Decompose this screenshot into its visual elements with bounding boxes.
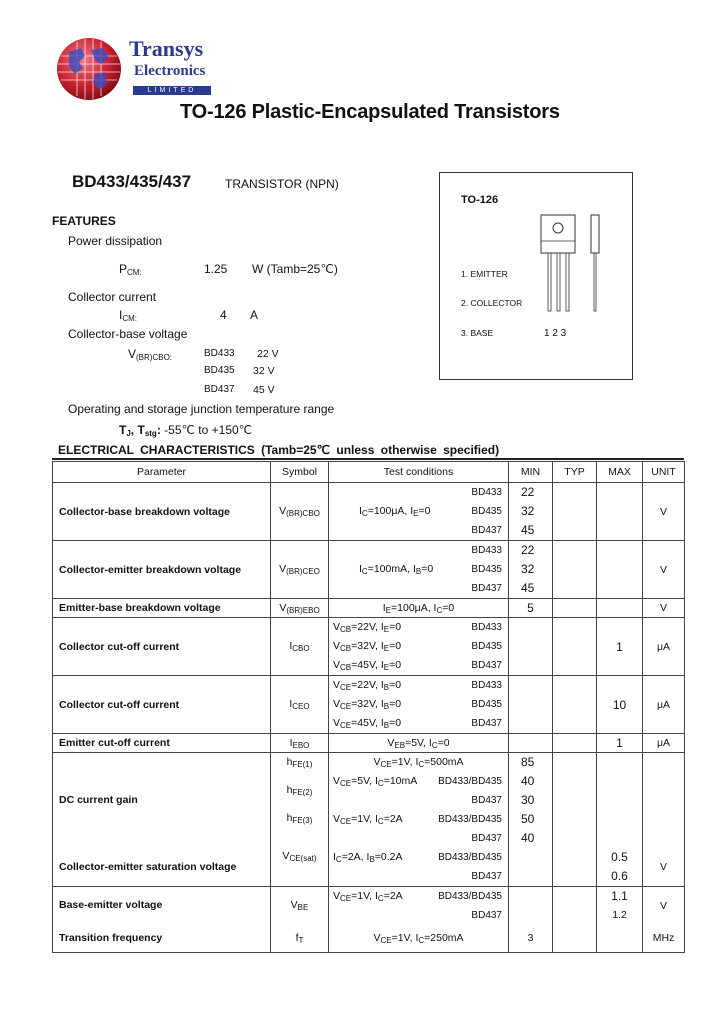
c2s: B (383, 683, 390, 692)
col-typ: TYP (553, 462, 597, 483)
sym-icbo (271, 618, 329, 676)
part-label: BD433/BD435 (438, 852, 502, 863)
part-label: BD433 (471, 622, 502, 633)
c2s: E (383, 644, 390, 653)
unit-iceo: μA (643, 676, 685, 734)
collector-base-voltage-label: Collector-base voltage (68, 327, 188, 341)
c1: I (359, 563, 362, 575)
c1: V (333, 659, 341, 671)
cond-iceo (329, 676, 509, 734)
c2: =5V, I (405, 736, 432, 749)
part-type: TRANSISTOR (NPN) (225, 177, 339, 191)
c2s: E (383, 663, 390, 672)
table-header-row (53, 462, 685, 483)
part-label: BD437 (471, 583, 502, 594)
c2: =5V, I (351, 775, 378, 787)
unit-vbe: V (659, 900, 667, 912)
globe-icon (55, 36, 125, 102)
unit-group-hfe (643, 753, 685, 887)
c1: V (333, 717, 341, 729)
table-row (53, 483, 685, 541)
part-label: BD433/BD435 (438, 891, 502, 902)
sym-iebo (271, 734, 329, 753)
unit-cbbv: V (643, 483, 685, 541)
typ-cbbv (553, 483, 597, 541)
sym-sub: (BR)EBO (286, 605, 320, 615)
min-val: 22 (521, 543, 535, 557)
tstg-sub: stg (144, 429, 157, 438)
min-val: 50 (521, 812, 535, 826)
sym-main: f (295, 932, 299, 944)
vcbo-val-2: 32 V (253, 365, 275, 377)
pin-base: 3. BASE (461, 328, 494, 338)
unit-ft: MHz (652, 932, 675, 944)
typ-cebv (553, 541, 597, 599)
sym-ebbv (271, 599, 329, 618)
sym-sub: (BR)CEO (286, 567, 320, 576)
part-label: BD437 (471, 525, 502, 536)
sym-main: I (289, 698, 293, 710)
c2s: B (383, 721, 390, 730)
cond-text (333, 676, 401, 697)
param-cebv: Collector-emitter breakdown voltage (53, 541, 271, 599)
c2: =100μA, I (391, 601, 437, 614)
icm-value: 4 (220, 308, 227, 322)
max-icbo: 1 (597, 618, 643, 676)
col-max: MAX (597, 462, 643, 483)
cond-ft (329, 929, 508, 948)
c2s: B (383, 702, 390, 711)
min-iebo (509, 734, 553, 753)
sym-cbbv (271, 483, 329, 541)
min-ebbv: 5 (509, 599, 553, 618)
part-label: BD433/BD435 (438, 814, 502, 825)
vcbo-symbol (128, 347, 172, 362)
cond-text (333, 848, 403, 869)
page-title: TO-126 Plastic-Encapsulated Transistors (180, 101, 560, 123)
c1s: C (361, 567, 368, 576)
c1: I (333, 851, 336, 863)
unit-ebbv: V (643, 599, 685, 618)
param-vcesat: Collector-emitter saturation voltage (59, 861, 237, 873)
sym-hfe1 (271, 753, 328, 772)
param-ft: Transition frequency (59, 932, 163, 944)
pcm-sym: P (119, 262, 128, 276)
min-val: 40 (521, 774, 535, 788)
col-parameter: Parameter (53, 462, 271, 483)
typ-iceo (553, 676, 597, 734)
max-iceo: 10 (597, 676, 643, 734)
c3: =0 (437, 736, 450, 749)
table-row (53, 618, 685, 676)
cond-text (359, 502, 431, 523)
company-logo (55, 36, 125, 102)
sym-main: h (286, 784, 293, 796)
c2s: B (415, 567, 422, 576)
table-row (53, 887, 685, 953)
pcm-sub: CM: (127, 268, 142, 277)
c1: V (333, 890, 341, 902)
unit-group-vbe (643, 887, 685, 953)
param-vbe: Base-emitter voltage (59, 899, 163, 911)
c1: V (333, 679, 341, 691)
c2: =32V, I (351, 640, 384, 652)
cond-ebbv (329, 599, 509, 618)
c1s: CE (340, 721, 352, 730)
typ-icbo (553, 618, 597, 676)
min-val: 45 (521, 581, 535, 595)
sym-vbe (271, 896, 328, 915)
c3: =0.2A (374, 851, 403, 863)
c3: =0 (421, 563, 434, 575)
max-ebbv (597, 599, 643, 618)
sym-main: I (289, 640, 293, 652)
sym-main: V (279, 601, 287, 614)
col-test-conditions: Test conditions (329, 462, 509, 483)
pcm-unit: W (Tamb=25℃) (252, 262, 338, 276)
max-cbbv (597, 483, 643, 541)
pcm-value: 1.25 (204, 262, 228, 276)
max-val: 0.5 (611, 850, 628, 864)
vcbo-part-1: BD433 (204, 348, 235, 359)
temperature-label: Operating and storage junction temperature range (68, 402, 335, 416)
vcbo-part-2: BD435 (204, 365, 235, 376)
electrical-characteristics-table (52, 461, 685, 953)
sym-sub: FE(2) (292, 788, 313, 797)
min-val: 30 (521, 793, 535, 807)
param-icbo: Collector cut-off current (53, 618, 271, 676)
part-label: BD435 (471, 506, 502, 517)
param-cbbv: Collector-base breakdown voltage (53, 483, 271, 541)
c2: =22V, I (351, 621, 384, 633)
min-cebv (509, 541, 553, 599)
sym-sub: T (298, 936, 304, 945)
icm-symbol (119, 308, 137, 323)
c2s: C (431, 740, 438, 750)
cond-iebo (329, 734, 509, 753)
cond-text (333, 618, 401, 639)
c2s: C (418, 936, 425, 945)
part-label: BD435 (471, 564, 502, 575)
c1s: EB (394, 740, 406, 750)
c2: =45V, I (351, 659, 384, 671)
vcbo-sub: (BR)CBO: (136, 353, 173, 362)
unit-iebo: μA (643, 734, 685, 753)
min-cbbv (509, 483, 553, 541)
logo-limited-bar: LIMITED (133, 86, 211, 95)
icm-unit: A (250, 308, 259, 322)
cond-group-vbe (329, 887, 509, 953)
c1: V (333, 640, 341, 652)
c2: =1V, I (391, 756, 419, 768)
table-row (53, 599, 685, 618)
c3: =2A (383, 813, 403, 825)
c1s: CB (340, 663, 352, 672)
c1: V (387, 736, 395, 749)
temperature-range: $T_J$, $T_{stg}$: -55℃ to +150℃ (119, 423, 253, 438)
min-val: 32 (521, 504, 535, 518)
c2s: E (383, 625, 390, 634)
cond-text (333, 772, 417, 793)
cond-text (333, 810, 403, 831)
pcm-symbol (119, 262, 142, 277)
cond-text (333, 656, 401, 677)
c3: =10mA (383, 775, 418, 787)
c3: =0 (389, 717, 402, 729)
c2: =2A, I (341, 851, 370, 863)
c2s: C (377, 894, 384, 903)
table-row (53, 541, 685, 599)
min-icbo (509, 618, 553, 676)
max-group-vbe (597, 887, 643, 953)
sym-cebv (271, 541, 329, 599)
c2: =1V, I (351, 890, 378, 902)
part-label: BD433/BD435 (438, 776, 502, 787)
ec-heading: ELECTRICAL CHARACTERISTICS (Tamb=25℃ unless otherwise specified) (58, 443, 500, 457)
c1: V (333, 813, 341, 825)
c3: =0 (389, 621, 402, 633)
sym-sub: (BR)CBO (286, 509, 320, 518)
cond-text (333, 695, 401, 716)
param-group-hfe (53, 753, 271, 887)
min-iceo (509, 676, 553, 734)
vcbo-val-1: 22 V (257, 348, 279, 360)
c1s: CE (340, 779, 352, 788)
c2s: C (418, 760, 425, 769)
package-name: TO-126 (461, 194, 499, 206)
max-val: 0.6 (611, 869, 628, 883)
c2: =1V, I (351, 813, 378, 825)
cond-cebv (329, 541, 509, 599)
typ-group-vbe (553, 887, 597, 953)
sym-main: V (279, 505, 287, 517)
part-label: BD433 (471, 487, 502, 498)
min-group-vbe (509, 887, 553, 953)
c2: =100mA, I (367, 563, 416, 575)
sym-sub: CE(sat) (289, 854, 317, 863)
sym-sub: BE (297, 903, 309, 912)
sym-main: V (290, 899, 298, 911)
c3: =0 (389, 640, 402, 652)
part-label: BD437 (471, 795, 502, 806)
c1s: CE (380, 936, 392, 945)
col-symbol: Symbol (271, 462, 329, 483)
max-cebv (597, 541, 643, 599)
c3: =2A (383, 890, 403, 902)
c1: V (373, 756, 381, 768)
typ-iebo (553, 734, 597, 753)
c3: =0 (389, 698, 402, 710)
table-row (53, 753, 685, 887)
sym-sub: FE(3) (292, 816, 313, 825)
param-iceo: Collector cut-off current (53, 676, 271, 734)
logo-company-name: Transys (129, 36, 204, 61)
c3: =0 (389, 659, 402, 671)
c2s: C (436, 605, 443, 615)
part-label: BD437 (471, 871, 502, 882)
sym-sub: CBO (292, 644, 310, 653)
tstg-sym: T (137, 423, 145, 437)
table-row (53, 734, 685, 753)
cond-text (333, 714, 401, 735)
min-val: 32 (521, 562, 535, 576)
c1: V (333, 775, 341, 787)
c1: V (333, 698, 341, 710)
c2s: B (369, 855, 375, 864)
vcbo-sym: V (128, 347, 137, 361)
c2: =45V, I (351, 717, 384, 729)
unit-icbo: μA (643, 618, 685, 676)
table-row (53, 676, 685, 734)
logo-company-subtitle: Electronics (134, 63, 206, 79)
c1s: CE (340, 817, 352, 826)
cond-group-hfe (329, 753, 509, 887)
max-iebo: 1 (597, 734, 643, 753)
part-label: BD433 (471, 680, 502, 691)
sym-sub: FE(1) (292, 760, 313, 769)
c2s: C (377, 779, 384, 788)
sym-group-hfe (271, 753, 329, 887)
part-label: BD433 (471, 545, 502, 556)
c1: I (382, 601, 386, 614)
pin-numbers: 1 2 3 (544, 328, 567, 339)
c1s: CE (340, 894, 352, 903)
c2: =1V, I (391, 932, 419, 944)
c1s: C (335, 855, 342, 864)
c1s: E (385, 605, 392, 615)
max-group-hfe (597, 753, 643, 887)
typ-ebbv (553, 599, 597, 618)
icm-sym: I (119, 308, 123, 322)
tj-sub: J (126, 429, 131, 438)
part-number: BD433/435/437 (72, 172, 192, 191)
min-val: 40 (521, 831, 535, 845)
max-val: 1.2 (612, 909, 627, 921)
icm-sub: CM: (122, 314, 138, 323)
sym-sub: CEO (292, 702, 310, 711)
sym-sub: EBO (292, 740, 310, 750)
cond-text (333, 637, 401, 658)
col-unit: UNIT (643, 462, 685, 483)
c1: V (373, 932, 381, 944)
unit-cebv: V (643, 541, 685, 599)
part-label: BD435 (471, 699, 502, 710)
pin-collector: 2. COLLECTOR (461, 298, 523, 308)
param-iebo: Emitter cut-off current (53, 734, 271, 753)
power-dissipation-label: Power dissipation (68, 234, 163, 248)
c1s: CE (340, 683, 352, 692)
sym-main: V (279, 563, 287, 575)
part-label: BD437 (471, 910, 502, 921)
c3: =0 (442, 601, 455, 614)
c2: =22V, I (351, 679, 384, 691)
cond-icbo (329, 618, 509, 676)
max-val: 1.1 (611, 889, 628, 903)
c3: =250mA (424, 932, 464, 944)
typ-group-hfe (553, 753, 597, 887)
part-label: BD437 (471, 833, 502, 844)
cond-hfe1 (329, 753, 508, 772)
cond-text (333, 887, 403, 908)
vcbo-val-3: 45 V (253, 384, 275, 396)
min-group-hfe (509, 753, 553, 887)
c1: I (359, 505, 362, 517)
c2: =32V, I (351, 698, 384, 710)
ec-heading-rule (52, 458, 684, 460)
param-hfe: DC current gain (59, 794, 138, 806)
vcbo-part-3: BD437 (204, 384, 235, 395)
c2s: C (377, 817, 384, 826)
param-group-vbe (53, 887, 271, 953)
sym-ft (271, 929, 328, 948)
col-min: MIN (509, 462, 553, 483)
c1s: CB (340, 625, 352, 634)
sym-iceo (271, 676, 329, 734)
part-label: BD437 (471, 660, 502, 671)
sym-main: V (282, 850, 290, 862)
min-val: 85 (521, 755, 535, 769)
c1: V (333, 621, 341, 633)
c3: =0 (418, 505, 431, 517)
c1s: C (361, 509, 368, 518)
c1s: CE (340, 702, 352, 711)
temp-range-value: -55℃ to +150℃ (164, 423, 253, 437)
sym-main: I (289, 736, 293, 749)
unit-vcesat: V (659, 861, 667, 873)
param-ebbv: Emitter-base breakdown voltage (53, 599, 271, 618)
min-ft: 3 (527, 932, 534, 944)
c1s: CB (340, 644, 352, 653)
part-label: BD435 (471, 641, 502, 652)
package-outline-icon (535, 211, 615, 313)
sym-group-vbe (271, 887, 329, 953)
cond-cbbv (329, 483, 509, 541)
min-val: 45 (521, 523, 535, 537)
c3: =0 (389, 679, 402, 691)
c1s: CE (380, 760, 392, 769)
package-box (439, 172, 633, 380)
sym-vcesat (271, 847, 328, 866)
cond-text (359, 560, 433, 581)
sym-hfe2 (271, 781, 328, 800)
collector-current-label: Collector current (68, 290, 157, 304)
sym-main: h (286, 756, 293, 768)
sym-main: h (286, 812, 293, 824)
sym-hfe3 (271, 809, 328, 828)
pin-emitter: 1. EMITTER (461, 269, 508, 279)
tj-sym: T (119, 423, 127, 437)
c2s: E (413, 509, 419, 518)
min-val: 22 (521, 485, 535, 499)
c2: =100μA, I (367, 505, 414, 517)
features-heading: FEATURES (52, 214, 116, 228)
part-label: BD437 (471, 718, 502, 729)
c3: =500mA (424, 756, 464, 768)
